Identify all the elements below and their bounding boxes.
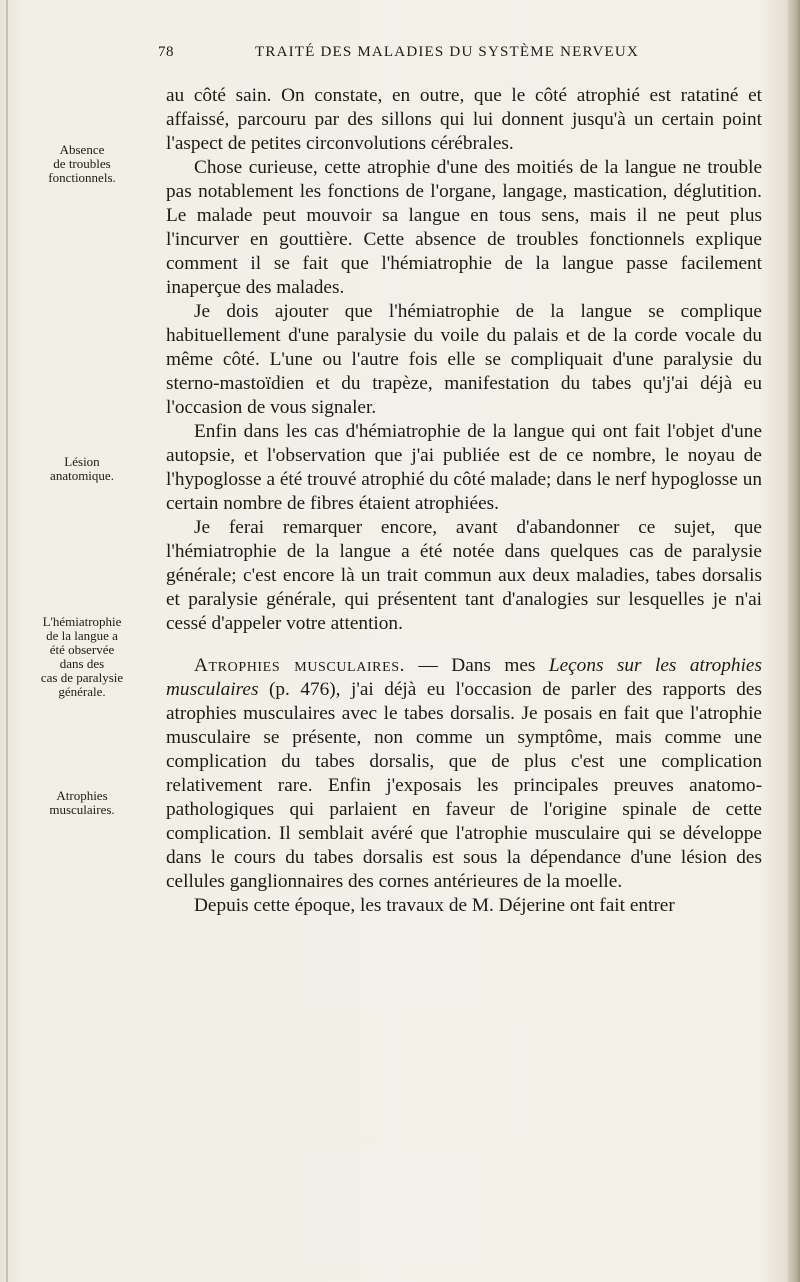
section-paragraph bbox=[166, 654, 762, 894]
margin-note-paralysie-generale: L'hémiatrophie de la langue a été observée dans des cas de paralysie générale. bbox=[40, 614, 124, 699]
paragraph-5: Je ferai remarquer encore, avant d'abandonner ce sujet, que l'hémiatrophie de la langue a été notée dans quelques cas de paralysie générale; c'est encore là un trait commun aux deux maladies, tabes dorsalis et paralysie générale, qui présentent tant d'analogies sur lesquelles je n'ai cessé d'appeler votre attention. bbox=[166, 517, 762, 634]
margin-note-lesion: Lésion anatomique. bbox=[50, 454, 114, 483]
body-text bbox=[166, 84, 762, 918]
paragraph-last: Depuis cette époque, les travaux de M. Déjerine ont fait entrer bbox=[194, 895, 675, 916]
section-text: (p. 476), j'ai déjà eu l'occasion de parler des rapports des atrophies musculaires avec le tabes dorsalis. Je posais en fait que l'atrophie musculaire se présente, non comme un symptôme, mais comme une complication du tabes dorsalis, que de plus c'est une complication relativement rare. Enfin j'exposais les principales preuves anatomo-pathologiques qui parlaient en faveur de l'origine spinale de cette complication. Il semblait avéré que l'atrophie musculaire qui se développe dans le cours du tabes dorsalis est sous la dépendance d'une lésion des cellules ganglionnaires des cornes antérieures de la moelle. bbox=[166, 679, 762, 892]
margin-note-absence-troubles: Absence de troubles fonctionnels. bbox=[48, 142, 116, 185]
paragraph-4: Enfin dans les cas d'hémiatrophie de la langue qui ont fait l'objet d'une autopsie, et l'observation que j'ai publiée est de ce nombre, le noyau de l'hypoglosse a été trouvé atrophié du côté malade; dans le nerf hypoglosse un certain nombre de fibres étaient atrophiées. bbox=[166, 421, 762, 514]
section-heading: Atrophies musculaires. bbox=[194, 655, 406, 676]
page-number: 78 bbox=[158, 44, 174, 60]
paragraph-2: Chose curieuse, cette atrophie d'une des moitiés de la langue ne trouble pas notablement les fonctions de l'organe, langage, mastication, déglutition. Le malade peut mouvoir sa langue en tous sens, mais il ne peut plus l'incurver en gouttière. Cette absence de troubles fonctionnels explique comment il se fait que l'hémiatrophie de la langue passe facilement inaperçue des malades. bbox=[166, 157, 762, 298]
page-left-edge bbox=[6, 0, 8, 1282]
running-head bbox=[0, 44, 800, 68]
page-right-edge-shadow bbox=[788, 0, 800, 1282]
running-title: TRAITÉ DES MALADIES DU SYSTÈME NERVEUX bbox=[255, 44, 639, 60]
book-title: Leçons sur les atrophies musculaires bbox=[166, 655, 762, 700]
margin-note-atrophies: Atrophies musculaires. bbox=[49, 788, 115, 817]
section-dash: — Dans mes bbox=[405, 655, 549, 676]
paragraph-3: Je dois ajouter que l'hémiatrophie de la langue se complique habituellement d'une paralysie du voile du palais et de la corde vocale du même côté. L'une ou l'autre fois elle se compliquait d'une paralysie du sterno-mastoïdien et du trapèze, manifestation du tabes qu'j'ai déjà eu l'occasion de vous signaler. bbox=[166, 301, 762, 418]
paragraph-1: au côté sain. On constate, en outre, que le côté atrophié est ratatiné et affaissé, parcouru par des sillons qui lui donnent jusqu'à un certain point l'aspect de petites circonvolutions cérébrales. bbox=[166, 85, 762, 154]
